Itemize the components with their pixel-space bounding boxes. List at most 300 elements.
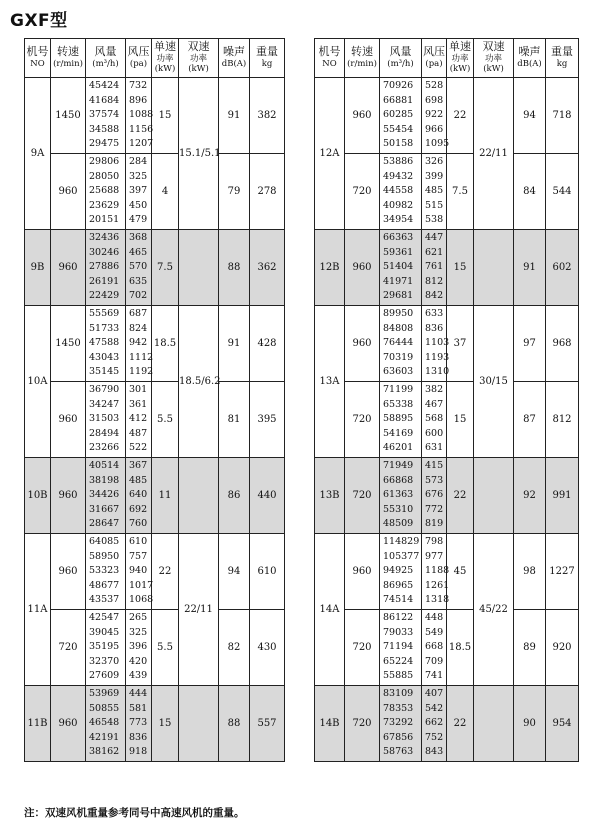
airflow-value: 71949 [383,460,414,472]
single-power-cell: 22 [447,458,474,534]
airflow-cell [86,534,126,610]
pressure-value: 396 [129,641,148,653]
airflow-cell [380,610,422,686]
airflow-value: 50158 [383,138,414,150]
header-single-power-line: (kW) [154,64,176,75]
pressure-cell [422,230,447,306]
single-power-cell: 18.5 [447,610,474,686]
header-pressure-line: 风压 [423,45,445,59]
airflow-value: 27886 [89,261,120,273]
airflow-value: 50855 [89,702,120,714]
airflow-value: 71194 [383,641,414,653]
airflow-value: 58950 [89,550,120,562]
pressure-value: 773 [129,717,148,729]
airflow-value: 29806 [89,156,120,168]
header-dual-power-line: 功率 [189,53,207,64]
pressure-value: 896 [129,94,148,106]
airflow-value: 34954 [383,214,414,226]
pressure-value: 812 [425,275,444,287]
noise-cell: 92 [514,458,546,534]
airflow-cell [86,686,126,762]
pressure-value: 687 [129,308,148,320]
pressure-cell [126,458,152,534]
pressure-value: 676 [425,489,444,501]
table-row [25,230,285,306]
noise-cell: 90 [514,686,546,762]
pressure-value: 367 [129,460,148,472]
weight-cell: 954 [546,686,579,762]
weight-cell: 1227 [546,534,579,610]
pressure-value: 444 [129,688,148,700]
weight-cell: 428 [250,306,285,382]
pressure-value: 325 [129,626,148,638]
header-model-line: NO [30,59,45,69]
airflow-value: 71199 [383,384,414,396]
airflow-value: 74514 [383,594,414,606]
airflow-cell [86,154,126,230]
pressure-value: 760 [129,518,148,530]
noise-cell: 91 [219,306,250,382]
pressure-value: 522 [129,442,148,454]
single-power-cell: 18.5 [152,306,179,382]
airflow-value: 46548 [89,717,120,729]
airflow-value: 40514 [89,460,120,472]
model-cell: 9A [25,78,51,230]
header-airflow-line: 风量 [94,45,117,59]
model-cell: 10B [25,458,51,534]
header-noise-line: dB(A) [517,59,542,69]
model-cell: 12B [315,230,345,306]
single-power-cell: 37 [447,306,474,382]
header-noise-line: 噪声 [518,45,541,59]
pressure-value: 1095 [425,138,450,150]
dual-power-cell [179,686,219,762]
noise-cell: 97 [514,306,546,382]
airflow-value: 23629 [89,199,120,211]
page-title: GXF型 [10,11,68,31]
airflow-value: 48677 [89,579,120,591]
airflow-cell [86,610,126,686]
airflow-value: 94925 [383,565,414,577]
airflow-value: 65224 [383,655,414,667]
airflow-value: 60285 [383,109,414,121]
weight-cell: 812 [546,382,579,458]
header-single-power [152,39,179,78]
model-cell: 9B [25,230,51,306]
speed-cell: 720 [345,686,380,762]
model-cell: 12A [315,78,345,230]
pressure-value: 843 [425,746,444,758]
speed-cell: 720 [345,382,380,458]
pressure-value: 600 [425,427,444,439]
pressure-value: 325 [129,170,148,182]
pressure-value: 1188 [425,565,450,577]
airflow-value: 59361 [383,246,414,258]
airflow-cell [380,78,422,154]
airflow-value: 35195 [89,641,120,653]
airflow-value: 35145 [89,366,120,378]
table-row [25,610,285,686]
pressure-value: 633 [425,308,444,320]
pressure-value: 465 [129,246,148,258]
weight-cell: 920 [546,610,579,686]
table-row [25,686,285,762]
header-noise-line: 噪声 [223,45,245,59]
header-dual-power-line: (kW) [188,64,209,75]
dual-power-cell [474,458,514,534]
pressure-value: 1156 [129,123,154,135]
noise-cell: 88 [219,230,250,306]
pressure-value: 842 [425,290,444,302]
pressure-value: 977 [425,550,444,562]
airflow-value: 20151 [89,214,120,226]
model-cell: 11B [25,686,51,762]
airflow-cell [380,458,422,534]
airflow-value: 28647 [89,518,120,530]
header-dual-power [474,39,514,78]
table-row [315,610,579,686]
dual-power-cell: 22/11 [179,534,219,686]
header-single-power-line: 单速 [154,39,176,53]
pressure-value: 542 [425,702,444,714]
airflow-value: 29475 [89,138,120,150]
airflow-value: 64085 [89,536,120,548]
speed-cell: 960 [51,154,86,230]
pressure-value: 732 [129,80,148,92]
header-speed [51,39,86,78]
airflow-value: 34247 [89,398,120,410]
pressure-value: 1088 [129,109,154,121]
airflow-value: 41684 [89,94,120,106]
noise-cell: 91 [514,230,546,306]
airflow-value: 44558 [383,185,414,197]
airflow-value: 28050 [89,170,120,182]
speed-cell: 960 [345,78,380,154]
header-single-power-line: 功率 [156,53,174,64]
noise-cell: 79 [219,154,250,230]
airflow-cell [86,78,126,154]
dual-power-cell: 18.5/6.2 [179,306,219,458]
airflow-value: 22429 [89,290,120,302]
airflow-value: 53969 [89,688,120,700]
pressure-value: 702 [129,290,148,302]
speed-cell: 1450 [51,306,86,382]
weight-cell: 278 [250,154,285,230]
table-row [25,306,285,382]
airflow-value: 79033 [383,626,414,638]
single-power-cell: 7.5 [152,230,179,306]
header-model [25,39,51,78]
header-airflow-line: 风量 [389,45,412,59]
pressure-value: 326 [425,156,444,168]
airflow-cell [380,686,422,762]
dual-power-cell [179,230,219,306]
header-airflow-line: (m³/h) [92,59,119,69]
pressure-value: 479 [129,214,148,226]
pressure-value: 450 [129,199,148,211]
speed-cell: 960 [51,230,86,306]
pressure-cell [126,610,152,686]
header-weight-line: 重量 [256,45,278,59]
airflow-value: 51733 [89,322,120,334]
header-weight [250,39,285,78]
airflow-value: 83109 [383,688,414,700]
header-pressure [422,39,447,78]
pressure-value: 709 [425,655,444,667]
airflow-value: 76444 [383,337,414,349]
header-weight-line: kg [261,59,273,69]
spec-table-left [24,38,285,762]
airflow-value: 38198 [89,474,120,486]
table-row [25,78,285,154]
airflow-value: 66881 [383,94,414,106]
pressure-value: 1310 [425,366,450,378]
table-row [315,78,579,154]
airflow-value: 66868 [383,474,414,486]
pressure-cell [126,154,152,230]
table-row [315,458,579,534]
pressure-value: 415 [425,460,444,472]
single-power-cell: 22 [152,534,179,610]
speed-cell: 720 [51,610,86,686]
pressure-value: 1068 [129,594,154,606]
airflow-value: 54169 [383,427,414,439]
noise-cell: 84 [514,154,546,230]
airflow-value: 86122 [383,612,414,624]
dual-power-cell: 45/22 [474,534,514,686]
pressure-value: 836 [425,322,444,334]
pressure-value: 819 [425,518,444,530]
header-single-power-line: 单速 [449,39,471,53]
single-power-cell: 11 [152,458,179,534]
table-row [315,154,579,230]
header-weight-line: 重量 [551,45,573,59]
airflow-value: 53886 [383,156,414,168]
airflow-value: 73292 [383,717,414,729]
pressure-value: 1017 [129,579,154,591]
pressure-value: 1318 [425,594,450,606]
airflow-value: 114829 [383,536,420,548]
model-cell: 13A [315,306,345,458]
pressure-value: 942 [129,337,148,349]
single-power-cell: 15 [152,686,179,762]
pressure-cell [126,230,152,306]
pressure-value: 399 [425,170,444,182]
noise-cell: 98 [514,534,546,610]
pressure-value: 1261 [425,579,450,591]
header-row [25,39,285,78]
noise-cell: 88 [219,686,250,762]
airflow-value: 70319 [383,351,414,363]
airflow-cell [86,230,126,306]
single-power-cell: 15 [447,382,474,458]
table-row [25,154,285,230]
airflow-value: 23266 [89,442,120,454]
pressure-value: 918 [129,746,148,758]
airflow-value: 58895 [383,413,414,425]
airflow-value: 39045 [89,626,120,638]
airflow-value: 42547 [89,612,120,624]
airflow-value: 31503 [89,413,120,425]
noise-cell: 94 [219,534,250,610]
speed-cell: 960 [51,534,86,610]
header-row [315,39,579,78]
airflow-cell [86,306,126,382]
pressure-value: 528 [425,80,444,92]
single-power-cell: 5.5 [152,382,179,458]
speed-cell: 960 [345,306,380,382]
airflow-value: 31667 [89,503,120,515]
speed-cell: 960 [51,382,86,458]
airflow-value: 65338 [383,398,414,410]
airflow-value: 105377 [383,550,420,562]
pressure-value: 698 [425,94,444,106]
pressure-cell [126,534,152,610]
header-pressure-line: (pa) [129,59,148,69]
weight-cell: 968 [546,306,579,382]
airflow-value: 25688 [89,185,120,197]
speed-cell: 1450 [51,78,86,154]
airflow-value: 42191 [89,731,120,743]
airflow-value: 46201 [383,442,414,454]
pressure-value: 772 [425,503,444,515]
airflow-value: 67856 [383,731,414,743]
airflow-cell [380,154,422,230]
airflow-value: 34426 [89,489,120,501]
pressure-cell [422,306,450,382]
pressure-value: 940 [129,565,148,577]
pressure-value: 265 [129,612,148,624]
table-row [25,458,285,534]
pressure-cell [126,686,152,762]
airflow-value: 55310 [383,503,414,515]
pressure-value: 439 [129,670,148,682]
pressure-value: 301 [129,384,148,396]
model-cell: 11A [25,534,51,686]
airflow-value: 34588 [89,123,120,135]
airflow-value: 70926 [383,80,414,92]
header-speed [345,39,380,78]
table-row [315,686,579,762]
airflow-value: 43537 [89,594,120,606]
footnote: 注：双速风机重量参考同号中高速风机的重量。 [24,807,245,819]
single-power-cell: 22 [447,686,474,762]
noise-cell: 81 [219,382,250,458]
pressure-value: 640 [129,489,148,501]
pressure-value: 836 [129,731,148,743]
pressure-value: 741 [425,670,444,682]
airflow-value: 55569 [89,308,120,320]
airflow-value: 61363 [383,489,414,501]
airflow-value: 43043 [89,351,120,363]
airflow-value: 32436 [89,232,120,244]
model-cell: 14B [315,686,345,762]
pressure-value: 487 [129,427,148,439]
airflow-value: 89950 [383,308,414,320]
noise-cell: 94 [514,78,546,154]
header-single-power-line: (kW) [449,64,471,75]
weight-cell: 718 [546,78,579,154]
pressure-value: 966 [425,123,444,135]
pressure-cell [422,534,450,610]
header-airflow-line: (m³/h) [387,59,414,69]
dual-power-cell: 30/15 [474,306,514,458]
speed-cell: 960 [345,230,380,306]
header-dual-power-line: 双速 [187,39,210,53]
header-airflow [86,39,126,78]
pressure-value: 485 [425,185,444,197]
single-power-cell: 22 [447,78,474,154]
pressure-value: 412 [129,413,148,425]
pressure-value: 538 [425,214,444,226]
speed-cell: 720 [345,154,380,230]
pressure-value: 515 [425,199,444,211]
header-model-line: NO [322,59,337,69]
pressure-cell [422,610,447,686]
weight-cell: 610 [250,534,285,610]
header-model-line: 机号 [26,45,49,59]
airflow-value: 66363 [383,232,414,244]
pressure-value: 824 [129,322,148,334]
airflow-value: 55454 [383,123,414,135]
header-airflow [380,39,422,78]
pressure-value: 798 [425,536,444,548]
table-row [25,534,285,610]
header-speed-line: (r/min) [53,59,83,69]
header-noise [219,39,250,78]
airflow-value: 84808 [383,322,414,334]
airflow-value: 30246 [89,246,120,258]
airflow-value: 27609 [89,670,120,682]
pressure-cell [126,78,152,154]
pressure-value: 1192 [129,366,154,378]
single-power-cell: 4 [152,154,179,230]
header-speed-line: (r/min) [347,59,377,69]
header-single-power-line: 功率 [451,53,469,64]
weight-cell: 395 [250,382,285,458]
dual-power-cell [474,230,514,306]
header-model-line: 机号 [318,45,341,59]
header-dual-power-line: 双速 [482,39,505,53]
pressure-value: 635 [129,275,148,287]
pressure-value: 1103 [425,337,450,349]
airflow-value: 38162 [89,746,120,758]
pressure-value: 1112 [129,351,154,363]
pressure-value: 448 [425,612,444,624]
speed-cell: 960 [51,686,86,762]
header-dual-power-line: 功率 [484,53,502,64]
single-power-cell: 15 [447,230,474,306]
airflow-cell [380,382,422,458]
airflow-value: 51404 [383,261,414,273]
airflow-value: 86965 [383,579,414,591]
pressure-cell [422,78,450,154]
pressure-value: 668 [425,641,444,653]
weight-cell: 440 [250,458,285,534]
pressure-value: 382 [425,384,444,396]
airflow-cell [86,458,126,534]
header-speed-line: 转速 [351,45,373,59]
airflow-cell [380,230,422,306]
pressure-value: 568 [425,413,444,425]
header-dual-power [179,39,219,78]
airflow-value: 36790 [89,384,120,396]
airflow-value: 78353 [383,702,414,714]
table-row [315,382,579,458]
pressure-value: 922 [425,109,444,121]
pressure-value: 752 [425,731,444,743]
header-single-power [447,39,474,78]
